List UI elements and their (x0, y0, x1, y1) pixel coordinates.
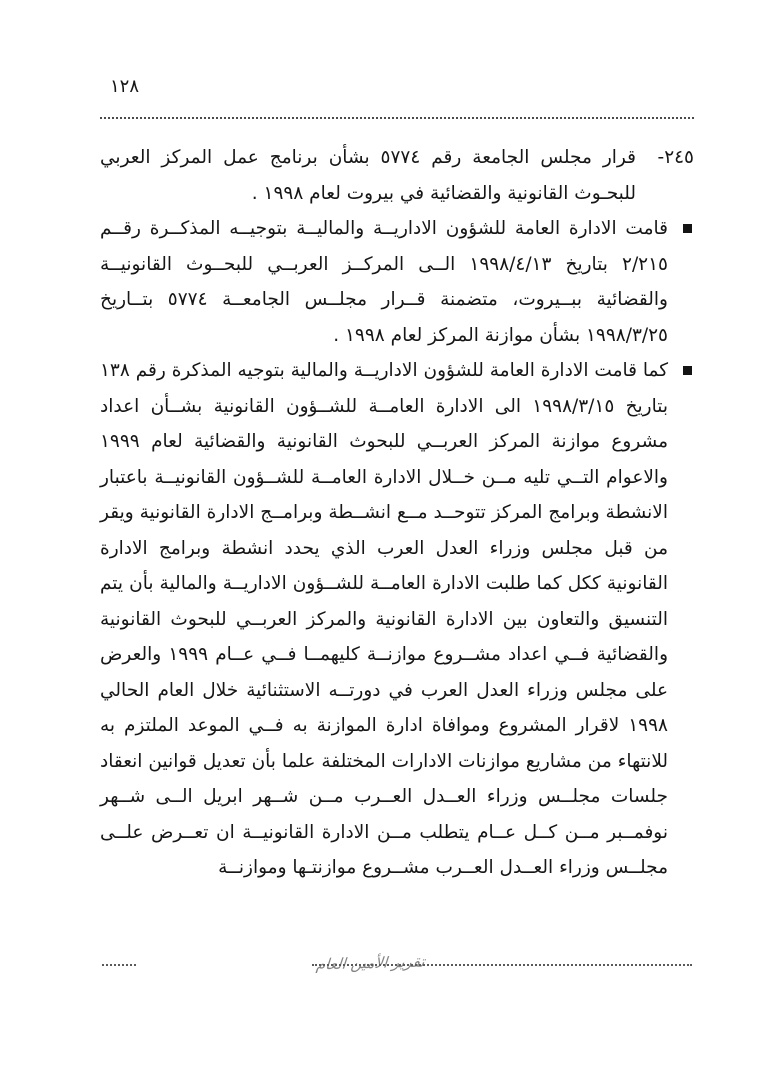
bullet-square-icon (668, 353, 694, 886)
item-title: قرار مجلس الجامعة رقم ٥٧٧٤ بشأن برنامج عمل المركز العربي للبحـوث القانونية والقضائية في بيروت لعام ١٩٩٨ . (100, 147, 636, 204)
page-content (100, 140, 694, 886)
page-footer (100, 940, 694, 974)
numbered-item-245 (100, 140, 694, 211)
footer-divider-left (102, 964, 136, 966)
handwritten-note: تقرير الأمين العام (315, 952, 426, 974)
footer-divider-right (312, 964, 692, 966)
item-number: ٢٤٥- (657, 147, 694, 168)
bullet-item-2 (100, 353, 694, 886)
top-divider (100, 117, 694, 119)
page-number: ١٢٨ (110, 76, 140, 97)
bullet-text-1: قامت الادارة العامة للشؤون الاداريــة والماليــة بتوجيــه المذكــرة رقــم ٢/٢١٥ بتاريخ ١٩٩٨/٤/١٣ الــى المركــز العربــي للبحــوث القانونيــة والقضائية ببــيروت، متضمنة قــرار مجلــس الجامعــة ٥٧٧٤ بتــاريخ ١٩٩٨/٣/٢٥ بشأن موازنة المركز لعام ١٩٩٨ . (100, 218, 668, 346)
bullet-text-2: كما قامت الادارة العامة للشؤون الاداريــة والمالية بتوجيه المذكرة رقم ١٣٨ بتاريخ ١٩٩٨/٣/١٥ الى الادارة العامــة للشــؤون القانونية بشــأن اعداد مشروع موازنة المركز العربــي للبحوث القانونية والقضائية لعام ١٩٩٩ والاعوام التــي تليه مــن خــلال الادارة العامــة للشــؤون القانونيــة باعتبار الانشطة وبرامج المركز تتوحــد مــع انشــطة وبرامــج الادارة القانونية ويقر من قبل مجلس وزراء العدل العرب الذي يحدد انشطة وبرامج الادارة القانونية ككل كما طلبت الادارة العامــة للشــؤون الاداريــة والمالية بأن يتم التنسيق والتعاون بين الادارة القانونية والمركز العربــي للبحوث القانونية والقضائية فــي اعداد مشــروع موازنــة كليهمــا فــي عــام ١٩٩٩ والعرض على مجلس وزراء العدل العرب في دورتــه الاستثنائية خلال العام الحالي ١٩٩٨ لاقرار المشروع وموافاة ادارة الموازنة به فــي الموعد الملتزم به للانتهاء من مشاريع موازنات الادارات المختلفة علما بأن تعديل قوانين انعقاد جلسات مجلــس وزراء العــدل العــرب مــن شــهر ابريل الــى شــهر نوفمــبر مــن كــل عــام يتطلب مــن الادارة القانونيــة ان تعــرض علــى مجلــس وزراء العــدل العــرب مشــروع موازنتـها وموازنــة (100, 360, 669, 878)
bullet-item-1 (100, 211, 694, 353)
bullet-square-icon (668, 211, 694, 353)
